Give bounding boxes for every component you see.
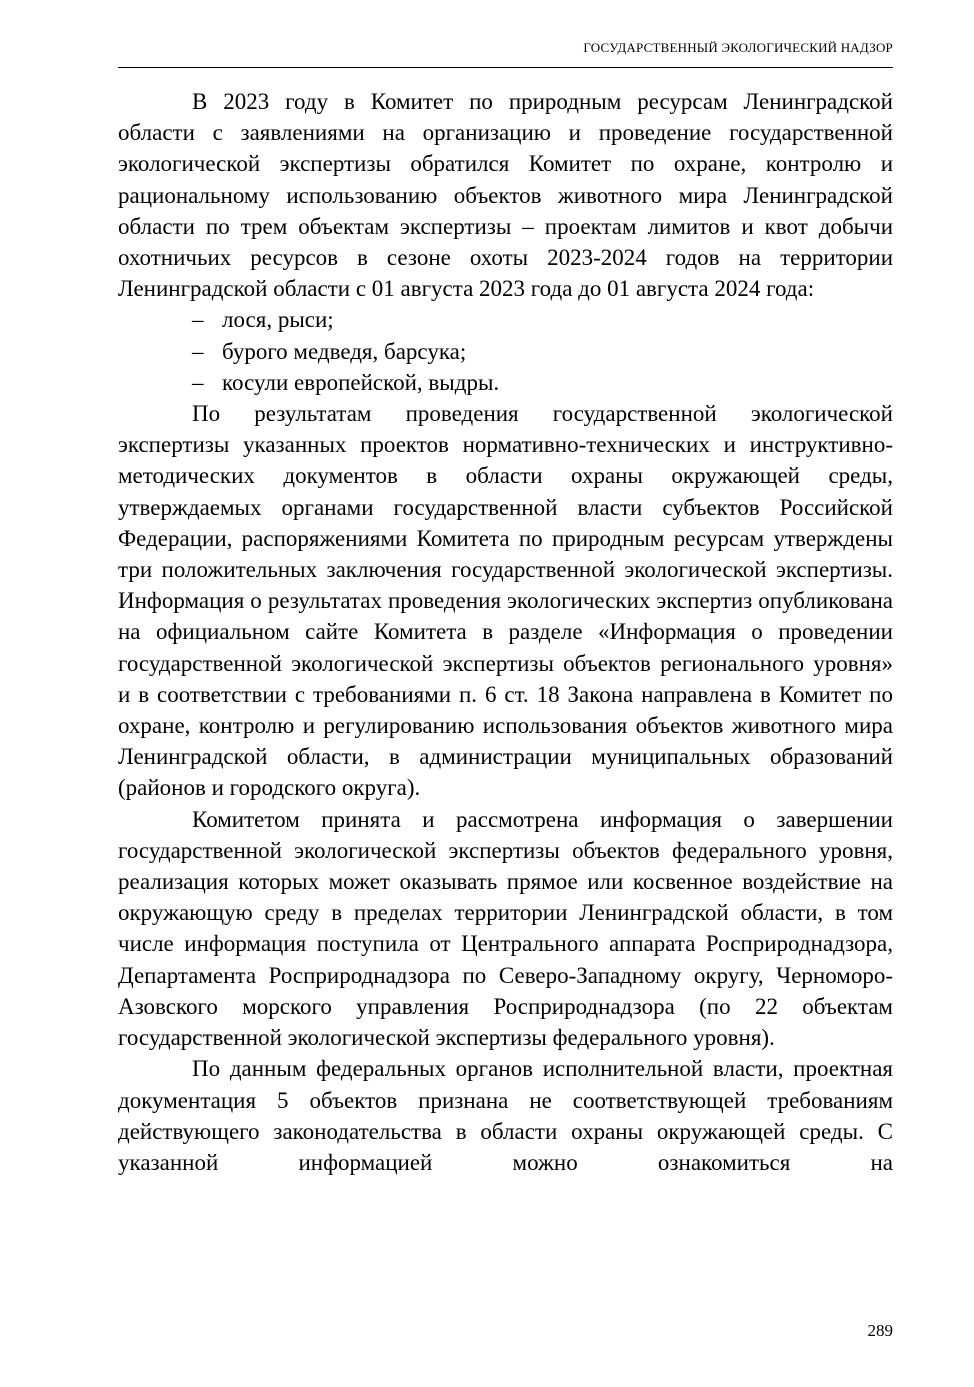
- page-number: 289: [867, 1321, 893, 1340]
- list-item: [118, 336, 893, 367]
- paragraph-3: Комитетом принята и рассмотрена информация о завершении государственной экологической экспертизы объектов федерального уровня, реализация которых может оказывать прямое или косвенное воздействие на окружающую среду в пределах территории Ленинградской области, в том числе информация поступила от Центрального аппарата Росприроднадзора, Департамента Росприроднадзора по Северо-Западному округу, Черноморо-Азовского морского управления Росприроднадзора (по 22 объектам государственной экологической экспертизы федерального уровня).: [118, 806, 893, 1051]
- paragraph-1: В 2023 году в Комитет по природным ресурсам Ленинградской области с заявлениями на организацию и проведение государственной экологической экспертизы обратился Комитет по охране, контролю и рациональному использованию объектов животного мира Ленинградской области по трем объектам экспертизы – проектам лимитов и квот добычи охотничьих ресурсов в сезоне охоты 2023-2024 годов на территории Ленинградской области с 01 августа 2023 года до 01 августа 2024 года:: [118, 89, 893, 302]
- list-item: [118, 304, 893, 335]
- header-rule: [118, 67, 893, 68]
- list-item-text: бурого медведя, барсука;: [222, 338, 467, 364]
- paragraph-2: По результатам проведения государственной экологической экспертизы указанных проектов нормативно-технических и инструктивно-методических документов в области охраны окружающей среды, утверждаемых органами государственной власти субъектов Российской Федерации, распоряжениями Комитета по природным ресурсам утверждены три положительных заключения государственной экологической экспертизы. Информация о результатах проведения экологических экспертиз опубликована на официальном сайте Комитета в разделе «Информация о проведении государственной экологической экспертизы объектов регионального уровня» и в соответствии с требованиями п. 6 ст. 18 Закона направлена в Комитет по охране, контролю и регулированию использования объектов животного мира Ленинградской области, в администрации муниципальных образований (районов и городского округа).: [118, 401, 893, 801]
- list-item-text: косули европейской, выдры.: [222, 369, 500, 395]
- list-item: [118, 367, 893, 398]
- list-dash: –: [192, 307, 204, 333]
- body-text: [118, 86, 893, 1178]
- running-header: [118, 40, 893, 56]
- species-list: [118, 304, 893, 398]
- list-dash: –: [192, 369, 204, 395]
- paragraph-4: По данным федеральных органов исполнительной власти, проектная документация 5 объектов признана не соответствующей требованиям действующего законодательства в области охраны окружающей среды. С указанной информацией можно ознакомиться на: [118, 1056, 893, 1175]
- running-header-title: ГОСУДАРСТВЕННЫЙ ЭКОЛОГИЧЕСКИЙ НАДЗОР: [583, 40, 893, 55]
- list-dash: –: [192, 338, 204, 364]
- list-item-text: лося, рыси;: [222, 307, 334, 333]
